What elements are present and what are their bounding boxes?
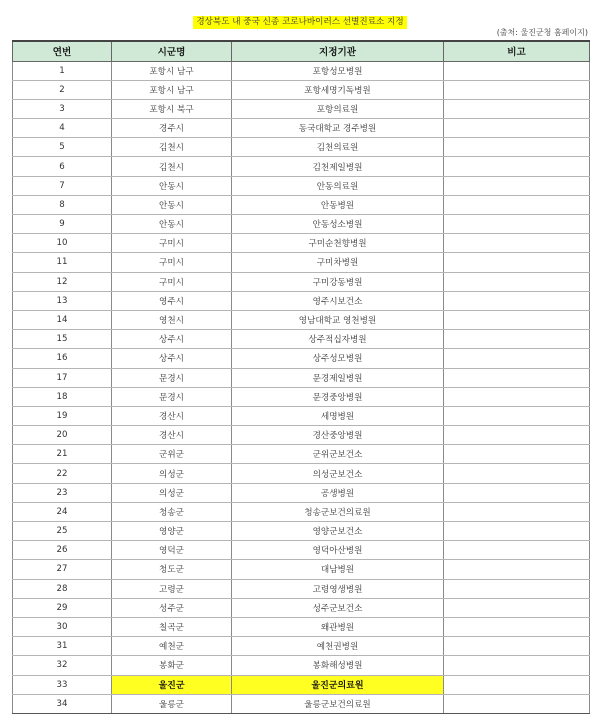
cell-number: 32: [13, 656, 112, 675]
table-row: [13, 675, 590, 694]
cell-number: 16: [13, 349, 112, 368]
table-row: [13, 560, 590, 579]
cell-city: 포항시 북구: [112, 99, 232, 118]
cell-note: [444, 579, 590, 598]
table-row: [13, 694, 590, 713]
cell-note: [444, 406, 590, 425]
cell-note: [444, 310, 590, 329]
cell-city: 영주시: [112, 291, 232, 310]
page-title: 경상북도 내 중국 신종 코로나바이러스 선별진료소 지정: [193, 16, 406, 29]
cell-number: 12: [13, 272, 112, 291]
header-row: [13, 41, 590, 61]
cell-institution: 영양군보건소: [232, 522, 444, 541]
cell-city: 안동시: [112, 195, 232, 214]
cell-note: [444, 176, 590, 195]
cell-note: [444, 598, 590, 617]
cell-number: 18: [13, 387, 112, 406]
cell-institution: 영주시보건소: [232, 291, 444, 310]
cell-number: 11: [13, 253, 112, 272]
cell-city: 안동시: [112, 176, 232, 195]
cell-city: 안동시: [112, 215, 232, 234]
cell-city: 영양군: [112, 522, 232, 541]
cell-institution: 예천권병원: [232, 637, 444, 656]
table-row: [13, 541, 590, 560]
cell-note: [444, 387, 590, 406]
cell-number: 33: [13, 675, 112, 694]
cell-city: 김천시: [112, 157, 232, 176]
cell-number: 23: [13, 483, 112, 502]
cell-institution: 봉화해성병원: [232, 656, 444, 675]
table-row: [13, 349, 590, 368]
cell-number: 4: [13, 119, 112, 138]
cell-city: 울진군: [112, 675, 232, 694]
cell-number: 30: [13, 617, 112, 636]
cell-institution: 영남대학교 영천병원: [232, 310, 444, 329]
cell-institution: 안동의료원: [232, 176, 444, 195]
cell-institution: 의성군보건소: [232, 464, 444, 483]
cell-note: [444, 675, 590, 694]
cell-number: 6: [13, 157, 112, 176]
cell-institution: 군위군보건소: [232, 445, 444, 464]
cell-number: 2: [13, 80, 112, 99]
cell-institution: 김천제일병원: [232, 157, 444, 176]
cell-institution: 구미순천향병원: [232, 234, 444, 253]
table-row: [13, 406, 590, 425]
cell-number: 10: [13, 234, 112, 253]
cell-city: 청송군: [112, 502, 232, 521]
table-row: [13, 99, 590, 118]
table-row: [13, 426, 590, 445]
cell-institution: 김천의료원: [232, 138, 444, 157]
header-institution: 지정기관: [232, 41, 444, 61]
table-row: [13, 234, 590, 253]
table-row: [13, 195, 590, 214]
cell-note: [444, 80, 590, 99]
table-row: [13, 483, 590, 502]
header-number: 연번: [13, 41, 112, 61]
cell-number: 29: [13, 598, 112, 617]
cell-number: 15: [13, 330, 112, 349]
cell-note: [444, 99, 590, 118]
table-row: [13, 637, 590, 656]
cell-city: 울릉군: [112, 694, 232, 713]
table-row: [13, 464, 590, 483]
cell-note: [444, 61, 590, 80]
cell-city: 봉화군: [112, 656, 232, 675]
title-wrap: [0, 9, 600, 29]
cell-number: 9: [13, 215, 112, 234]
table-row: [13, 598, 590, 617]
cell-number: 14: [13, 310, 112, 329]
cell-institution: 포항의료원: [232, 99, 444, 118]
cell-note: [444, 195, 590, 214]
cell-note: [444, 502, 590, 521]
table-row: [13, 617, 590, 636]
cell-note: [444, 253, 590, 272]
cell-number: 21: [13, 445, 112, 464]
table-row: [13, 291, 590, 310]
cell-number: 19: [13, 406, 112, 425]
cell-institution: 왜관병원: [232, 617, 444, 636]
cell-note: [444, 694, 590, 713]
cell-institution: 상주성모병원: [232, 349, 444, 368]
cell-institution: 안동병원: [232, 195, 444, 214]
cell-institution: 동국대학교 경주병원: [232, 119, 444, 138]
cell-note: [444, 272, 590, 291]
table-row: [13, 330, 590, 349]
header-city: 시군명: [112, 41, 232, 61]
cell-institution: 상주적십자병원: [232, 330, 444, 349]
cell-institution: 안동성소병원: [232, 215, 444, 234]
table-row: [13, 445, 590, 464]
cell-institution: 청송군보건의료원: [232, 502, 444, 521]
cell-institution: 공생병원: [232, 483, 444, 502]
table-row: [13, 157, 590, 176]
source-note: (출처: 울진군청 홈페이지): [496, 28, 588, 37]
cell-number: 26: [13, 541, 112, 560]
cell-institution: 포항성모병원: [232, 61, 444, 80]
table-row: [13, 61, 590, 80]
cell-institution: 포항세명기독병원: [232, 80, 444, 99]
cell-note: [444, 541, 590, 560]
cell-note: [444, 368, 590, 387]
cell-number: 5: [13, 138, 112, 157]
cell-city: 상주시: [112, 330, 232, 349]
cell-note: [444, 522, 590, 541]
cell-note: [444, 349, 590, 368]
table-row: [13, 522, 590, 541]
cell-institution: 문경제일병원: [232, 368, 444, 387]
cell-number: 3: [13, 99, 112, 118]
cell-city: 문경시: [112, 368, 232, 387]
cell-number: 20: [13, 426, 112, 445]
cell-number: 27: [13, 560, 112, 579]
cell-institution: 구미차병원: [232, 253, 444, 272]
cell-number: 13: [13, 291, 112, 310]
cell-city: 고령군: [112, 579, 232, 598]
table-row: [13, 656, 590, 675]
table-row: [13, 215, 590, 234]
cell-number: 7: [13, 176, 112, 195]
cell-institution: 울릉군보건의료원: [232, 694, 444, 713]
table-row: [13, 138, 590, 157]
cell-note: [444, 560, 590, 579]
header-note: 비고: [444, 41, 590, 61]
cell-institution: 구미강동병원: [232, 272, 444, 291]
cell-institution: 고령영생병원: [232, 579, 444, 598]
cell-city: 구미시: [112, 253, 232, 272]
clinic-table: [12, 40, 590, 714]
table-row: [13, 80, 590, 99]
cell-note: [444, 426, 590, 445]
cell-city: 포항시 남구: [112, 61, 232, 80]
cell-note: [444, 119, 590, 138]
cell-city: 군위군: [112, 445, 232, 464]
cell-note: [444, 464, 590, 483]
cell-city: 문경시: [112, 387, 232, 406]
cell-note: [444, 291, 590, 310]
cell-city: 경산시: [112, 426, 232, 445]
table-row: [13, 387, 590, 406]
cell-city: 예천군: [112, 637, 232, 656]
cell-city: 포항시 남구: [112, 80, 232, 99]
cell-institution: 경산중앙병원: [232, 426, 444, 445]
cell-city: 경주시: [112, 119, 232, 138]
cell-note: [444, 656, 590, 675]
cell-note: [444, 637, 590, 656]
cell-number: 34: [13, 694, 112, 713]
cell-city: 김천시: [112, 138, 232, 157]
cell-city: 영덕군: [112, 541, 232, 560]
cell-note: [444, 483, 590, 502]
cell-institution: 대남병원: [232, 560, 444, 579]
cell-number: 28: [13, 579, 112, 598]
table-row: [13, 119, 590, 138]
cell-note: [444, 445, 590, 464]
cell-institution: 문경중앙병원: [232, 387, 444, 406]
cell-note: [444, 234, 590, 253]
cell-number: 31: [13, 637, 112, 656]
cell-city: 상주시: [112, 349, 232, 368]
cell-city: 청도군: [112, 560, 232, 579]
cell-city: 의성군: [112, 464, 232, 483]
cell-institution: 세명병원: [232, 406, 444, 425]
cell-city: 영천시: [112, 310, 232, 329]
cell-city: 경산시: [112, 406, 232, 425]
table-body: [13, 61, 590, 713]
table-row: [13, 579, 590, 598]
table-row: [13, 253, 590, 272]
cell-city: 구미시: [112, 272, 232, 291]
cell-institution: 성주군보건소: [232, 598, 444, 617]
table-row: [13, 272, 590, 291]
cell-note: [444, 617, 590, 636]
cell-institution: 영덕아산병원: [232, 541, 444, 560]
cell-city: 성주군: [112, 598, 232, 617]
table-row: [13, 176, 590, 195]
table-row: [13, 368, 590, 387]
cell-city: 칠곡군: [112, 617, 232, 636]
cell-number: 8: [13, 195, 112, 214]
cell-number: 24: [13, 502, 112, 521]
cell-number: 17: [13, 368, 112, 387]
cell-institution: 울진군의료원: [232, 675, 444, 694]
cell-note: [444, 215, 590, 234]
cell-number: 1: [13, 61, 112, 80]
cell-number: 25: [13, 522, 112, 541]
cell-city: 의성군: [112, 483, 232, 502]
cell-note: [444, 157, 590, 176]
cell-note: [444, 138, 590, 157]
cell-number: 22: [13, 464, 112, 483]
table-row: [13, 502, 590, 521]
table-row: [13, 310, 590, 329]
cell-note: [444, 330, 590, 349]
cell-city: 구미시: [112, 234, 232, 253]
